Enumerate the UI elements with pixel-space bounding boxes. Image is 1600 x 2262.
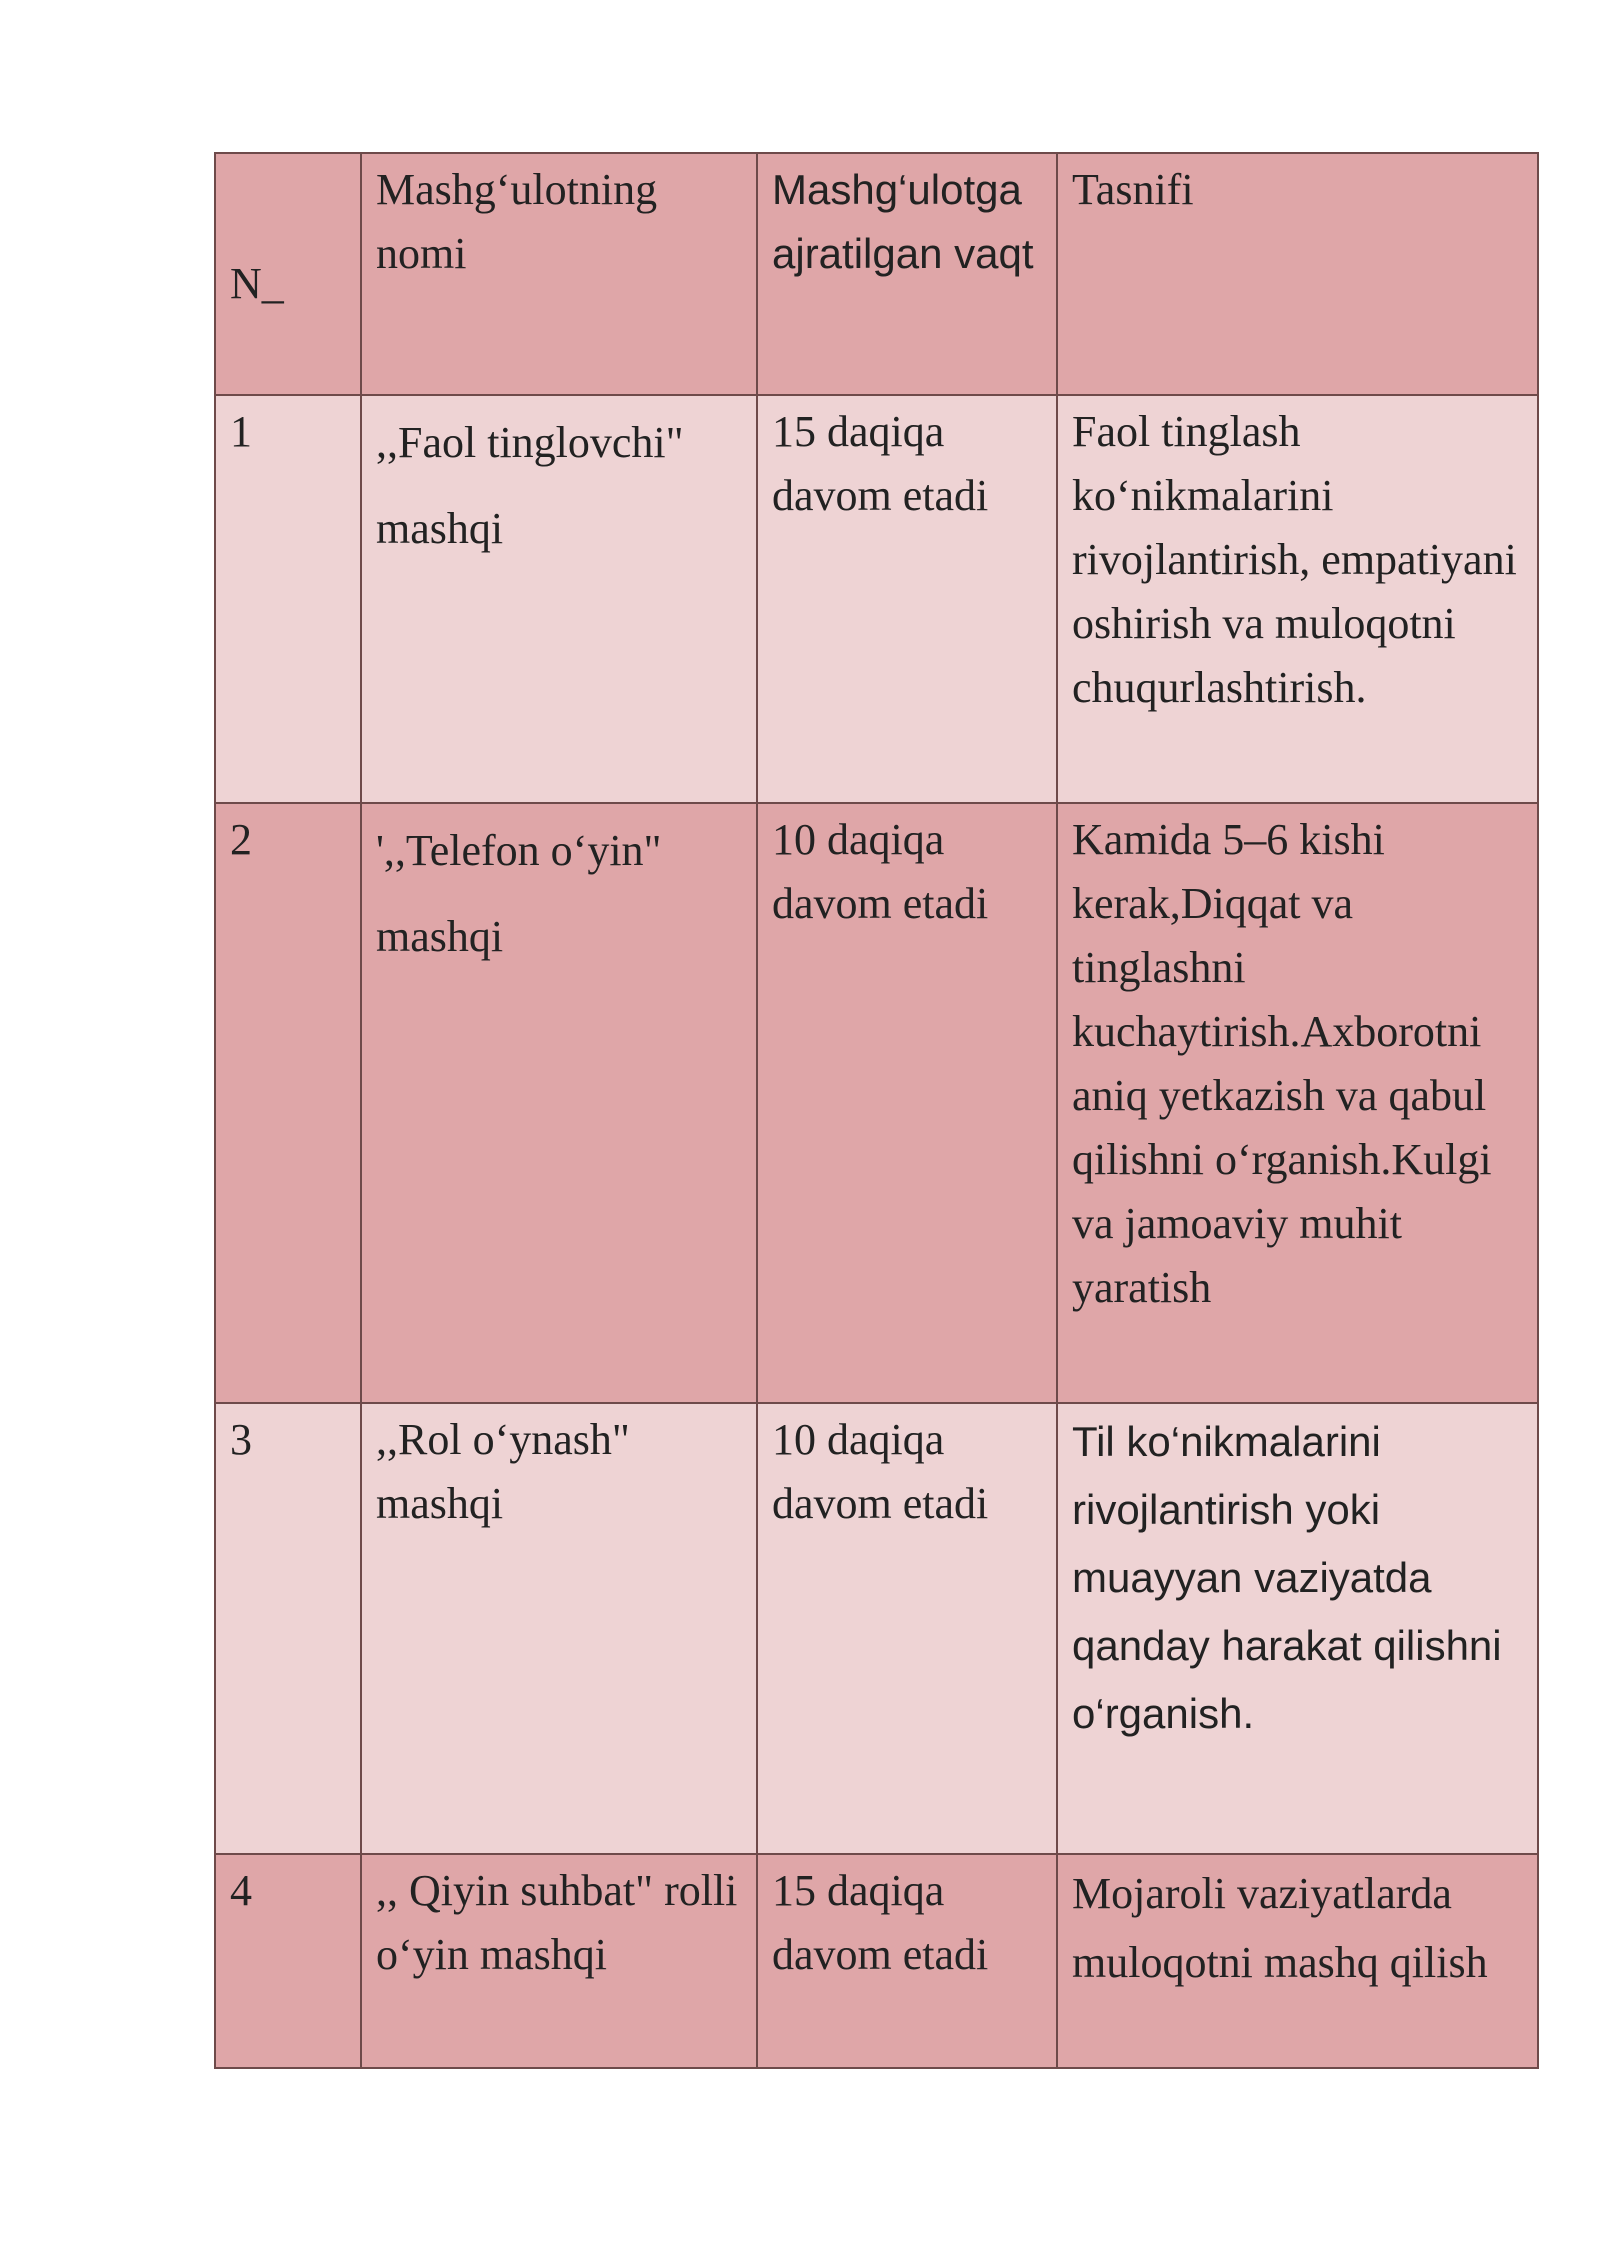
table-row [215,803,1538,1403]
row-description: Kamida 5–6 kishi kerak,Diqqat va tinglashni kuchaytirish.Axborotni aniq yetkazish va qabul qilishni o‘rganish.Kulgi va jamoaviy muhit yaratish [1057,803,1538,1403]
table-row [215,1403,1538,1854]
table-row [215,1854,1538,2068]
header-description: Tasnifi [1057,153,1538,395]
header-time: Mashg‘ulotga ajratilgan vaqt [757,153,1057,395]
row-number: 2 [215,803,361,1403]
row-name: ,, Qiyin suhbat" rolli o‘yin mashqi [361,1854,757,2068]
row-number: 1 [215,395,361,803]
row-description: Mojaroli vaziyatlarda muloqotni mashq qilish [1057,1854,1538,2068]
row-time: 15 daqiqa davom etadi [757,1854,1057,2068]
header-name: Mashg‘ulotning nomi [361,153,757,395]
exercise-table [214,152,1539,2069]
row-description: Til ko‘nikmalarini rivojlantirish yoki muayyan vaziyatda qanday harakat qilishni o‘rganish. [1057,1403,1538,1854]
row-name: ,,Rol o‘ynash" mashqi [361,1403,757,1854]
row-number: 4 [215,1854,361,2068]
row-description: Faol tinglash ko‘nikmalarini rivojlantirish, empatiyani oshirish va muloqotni chuqurlashtirish. [1057,395,1538,803]
row-time: 10 daqiqa davom etadi [757,1403,1057,1854]
table-header-row [215,153,1538,395]
table-row [215,395,1538,803]
row-time: 15 daqiqa davom etadi [757,395,1057,803]
row-name: ,,Faol tinglovchi" mashqi [361,395,757,803]
row-name: ',,Telefon o‘yin" mashqi [361,803,757,1403]
header-number: N_ [215,153,361,395]
row-number: 3 [215,1403,361,1854]
row-time: 10 daqiqa davom etadi [757,803,1057,1403]
